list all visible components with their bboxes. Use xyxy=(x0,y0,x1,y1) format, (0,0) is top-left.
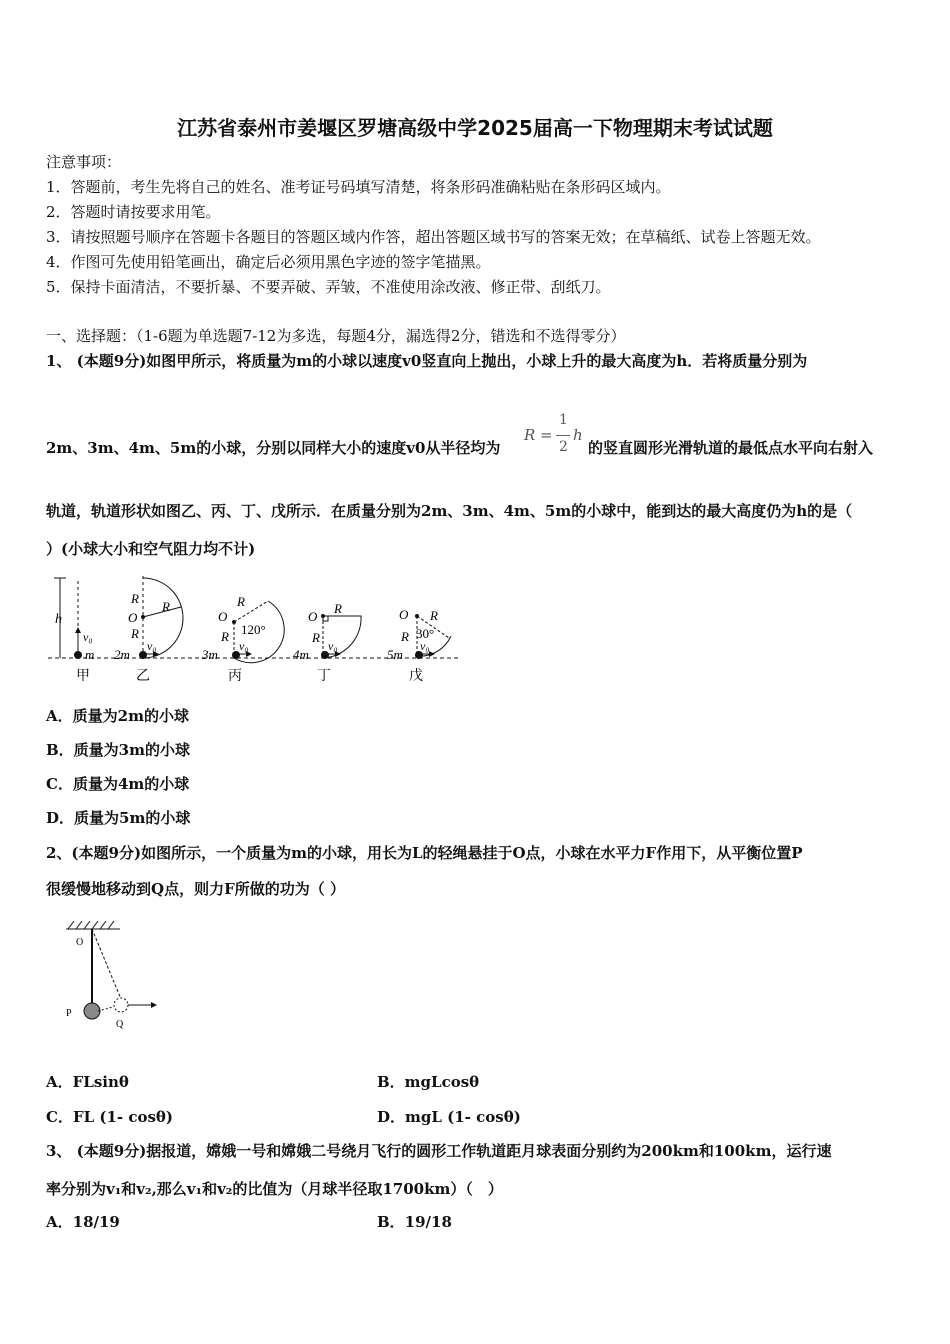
m-label: m xyxy=(85,647,95,662)
ball xyxy=(74,651,82,659)
page-title: 江苏省泰州市姜堰区罗塘高级中学2025届高一下物理期末考试试题 xyxy=(177,116,773,140)
q2-option-d: D．mgL (1- cosθ) xyxy=(377,1108,521,1126)
h-label: h xyxy=(55,612,62,627)
caption-ding: 丁 xyxy=(317,669,331,684)
q2-option-c: C．FL (1- cosθ) xyxy=(46,1108,174,1126)
q2-option-a: A．FLsinθ xyxy=(46,1073,129,1091)
q1-line: 1、 (本题9分)如图甲所示，将质量为m的小球以速度v0竖直向上抛出，小球上升的最大高度为h．若将质量分别为 xyxy=(46,352,808,370)
ball-P xyxy=(84,1003,100,1019)
P-label: P xyxy=(66,1008,72,1019)
svg-text:O: O xyxy=(218,609,228,624)
q1-line: 轨道，轨道形状如图乙、丙、丁、戊所示．在质量分别为2m、3m、4m、5m的小球中，能到达的最大高度仍为h的是（ xyxy=(46,502,853,520)
mass-label: 4m xyxy=(293,647,309,662)
notice-item: 4．作图可先使用铅笔画出，确定后必须用黑色字迹的签字笔描黑。 xyxy=(46,253,491,271)
svg-text:R: R xyxy=(221,629,229,644)
svg-text:O: O xyxy=(308,609,318,624)
svg-text:R: R xyxy=(401,629,409,644)
mass-label: 2m xyxy=(114,647,130,662)
mass-label: 5m xyxy=(387,647,403,662)
O-label: O xyxy=(76,937,84,948)
svg-text:R: R xyxy=(131,591,139,606)
radius-formula xyxy=(524,412,586,460)
notice-item: 5．保持卡面清洁，不要折暴、不要弄破、弄皱，不准使用涂改液、修正带、刮纸刀。 xyxy=(46,278,611,296)
q3-option-b: B．19/18 xyxy=(377,1213,452,1231)
caption-jia: 甲 xyxy=(76,669,90,684)
notice-item: 2．答题时请按要求用笔。 xyxy=(46,203,221,221)
svg-text:v₀: v₀ xyxy=(239,639,249,653)
notice-item: 3．请按照题号顺序在答题卡各题目的答题区域内作答，超出答题区域书写的答案无效；在草稿纸、试卷上答题无效。 xyxy=(46,228,821,246)
q1-option-a: A．质量为2m的小球 xyxy=(46,707,189,725)
v0-label: v₀ xyxy=(83,630,93,644)
q1-track-figure xyxy=(40,570,470,690)
svg-text:R: R xyxy=(312,630,320,645)
angle-label: 30° xyxy=(416,626,435,641)
q1-line: ）(小球大小和空气阻力均不计) xyxy=(46,540,256,558)
q1-line: 的竖直圆形光滑轨道的最低点水平向右射入 xyxy=(588,439,874,457)
section-heading: 一、选择题：（1-6题为单选题7-12为多选，每题4分，漏选得2分，错选和不选得零分） xyxy=(46,327,626,345)
q3-line: 率分别为v₁和v₂,那么v₁和v₂的比值为（月球半径取1700km）（ ） xyxy=(46,1180,503,1198)
q1-option-d: D．质量为5m的小球 xyxy=(46,809,191,827)
svg-text:v₀: v₀ xyxy=(147,639,157,653)
svg-text:v₀: v₀ xyxy=(420,639,430,653)
formula-numerator: 1 xyxy=(559,412,568,428)
svg-text:R: R xyxy=(162,599,170,614)
q1-line: 2m、3m、4m、5m的小球，分别以同样大小的速度v0从半径均为 xyxy=(46,439,501,457)
formula-denominator: 2 xyxy=(559,439,568,455)
q2-pendulum-figure xyxy=(58,915,168,1035)
svg-text:R: R xyxy=(131,626,139,641)
q2-line: 很缓慢地移动到Q点，则力F所做的功为（ ） xyxy=(46,880,345,898)
q1-option-b: B．质量为3m的小球 xyxy=(46,741,190,759)
notice-item: 1．答题前，考生先将自己的姓名、准考证号码填写清楚，将条形码准确粘贴在条形码区域内。 xyxy=(46,178,671,196)
svg-text:R: R xyxy=(334,601,342,616)
caption-wu: 戊 xyxy=(409,669,423,684)
q2-line: 2、(本题9分)如图所示，一个质量为m的小球，用长为L的轻绳悬挂于O点，小球在水平力F作用下，从平衡位置P xyxy=(46,844,803,862)
svg-text:O: O xyxy=(128,610,138,625)
q1-option-c: C．质量为4m的小球 xyxy=(46,775,190,793)
q2-option-b: B．mgLcosθ xyxy=(377,1073,480,1091)
ball-Q xyxy=(114,998,128,1012)
svg-text:v₀: v₀ xyxy=(328,639,338,653)
mass-label: 3m xyxy=(202,647,218,662)
formula-lhs: R = xyxy=(524,426,553,444)
svg-text:O: O xyxy=(399,607,409,622)
fraction-bar xyxy=(556,435,570,436)
rope-Q xyxy=(92,929,121,999)
formula-var: h xyxy=(573,426,583,444)
notice-heading: 注意事项： xyxy=(46,153,122,171)
caption-bing: 丙 xyxy=(228,669,242,684)
q3-option-a: A．18/19 xyxy=(46,1213,120,1231)
Q-label: Q xyxy=(116,1019,124,1030)
q3-line: 3、 (本题9分)据报道，嫦娥一号和嫦娥二号绕月飞行的圆形工作轨道距月球表面分别约为200km和100km，运行速 xyxy=(46,1142,832,1160)
svg-text:R: R xyxy=(430,608,438,623)
caption-yi: 乙 xyxy=(136,669,150,684)
svg-text:R: R xyxy=(237,594,245,609)
angle-label: 120° xyxy=(241,622,266,637)
